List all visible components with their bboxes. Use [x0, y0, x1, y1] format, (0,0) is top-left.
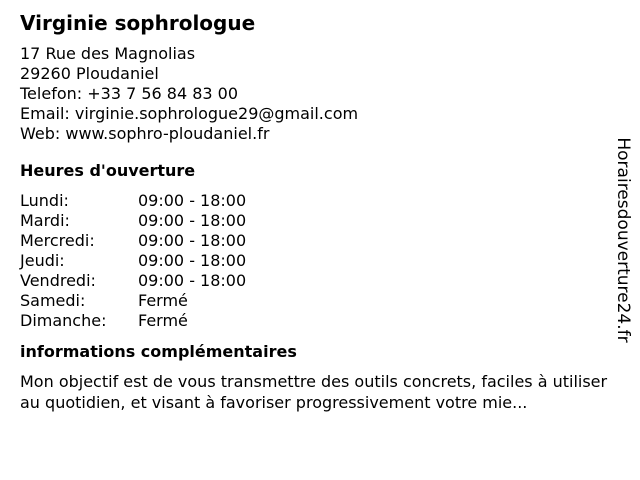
- day-label: Vendredi:: [20, 271, 96, 290]
- day-label: Lundi:: [20, 191, 69, 210]
- time-value: 09:00 - 18:00: [138, 231, 247, 250]
- day-label: Mardi:: [20, 211, 70, 230]
- hours-row-friday: [20, 271, 620, 291]
- info-heading: informations complémentaires: [20, 342, 297, 361]
- address-street: 17 Rue des Magnolias: [20, 44, 196, 63]
- business-name: Virginie sophrologue: [20, 11, 256, 35]
- hours-heading: Heures d'ouverture: [20, 161, 196, 180]
- hours-row-monday: [20, 191, 620, 211]
- hours-row-wednesday: [20, 231, 620, 251]
- day-label: Jeudi:: [20, 251, 65, 270]
- address-city: 29260 Ploudaniel: [20, 64, 159, 83]
- hours-row-saturday: [20, 291, 620, 311]
- contact-block: [20, 44, 620, 144]
- time-value: 09:00 - 18:00: [138, 191, 247, 210]
- hours-row-sunday: [20, 311, 620, 331]
- phone-line: Telefon: +33 7 56 84 83 00: [20, 84, 239, 103]
- time-value: 09:00 - 18:00: [138, 251, 247, 270]
- business-card: [20, 10, 620, 413]
- info-description: Mon objectif est de vous transmettre des outils concrets, faciles à utiliser au quotidien, et visant à favoriser progressivement votre mie...: [20, 372, 608, 412]
- day-label: Samedi:: [20, 291, 86, 310]
- email-line: Email: virginie.sophrologue29@gmail.com: [20, 104, 359, 123]
- time-value: 09:00 - 18:00: [138, 211, 247, 230]
- day-label: Mercredi:: [20, 231, 95, 250]
- time-value: Fermé: [138, 311, 188, 330]
- time-value: 09:00 - 18:00: [138, 271, 247, 290]
- site-watermark: Horairesdouverture24.fr: [613, 137, 633, 343]
- hours-row-tuesday: [20, 211, 620, 231]
- day-label: Dimanche:: [20, 311, 107, 330]
- hours-row-thursday: [20, 251, 620, 271]
- time-value: Fermé: [138, 291, 188, 310]
- web-line: Web: www.sophro-ploudaniel.fr: [20, 124, 270, 143]
- hours-table: [20, 191, 620, 331]
